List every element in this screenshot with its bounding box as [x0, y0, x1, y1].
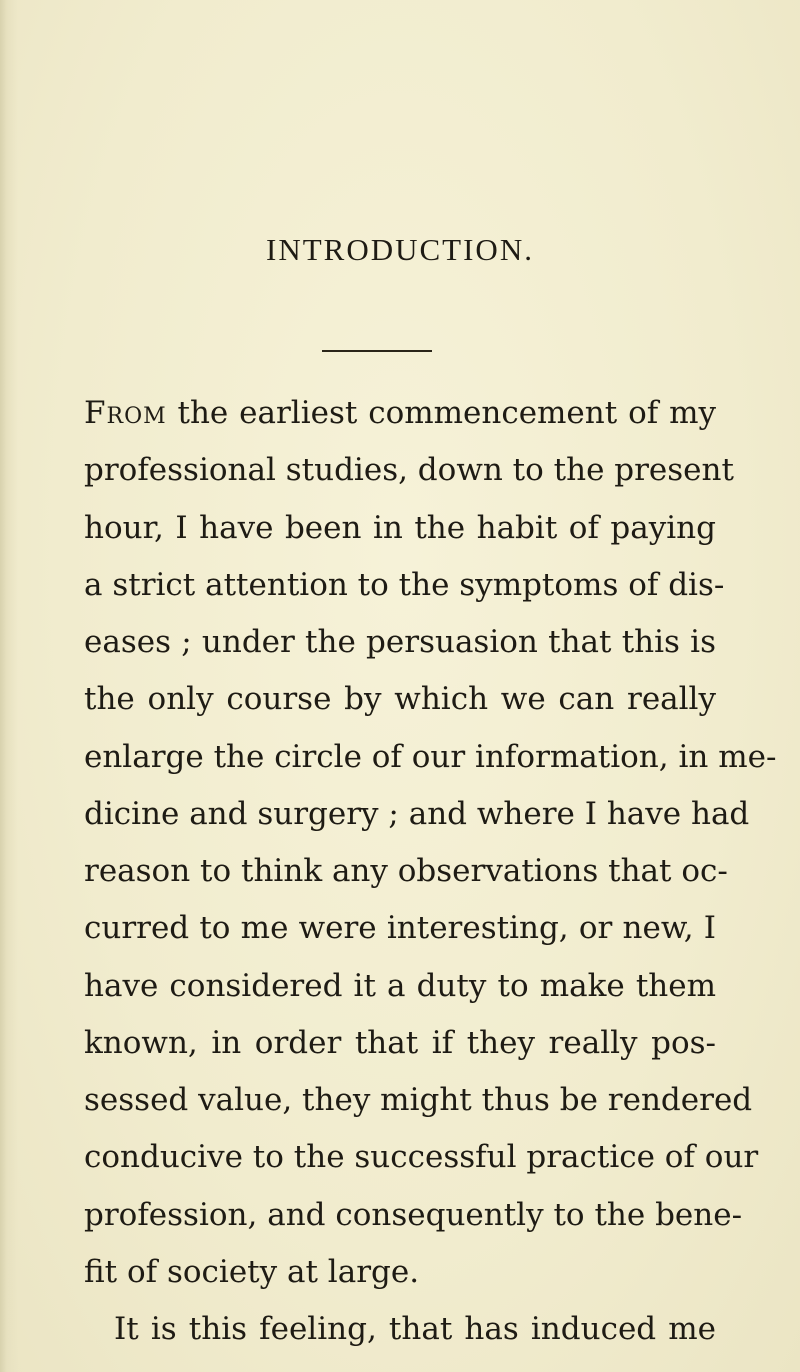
body-text [84, 385, 777, 1358]
lead-word: From [84, 395, 167, 431]
text-line: conducive to the successful practice of our [84, 1139, 759, 1176]
text-line: the only course by which we can really [84, 681, 716, 718]
text-line: sessed value, they might thus be rendered [84, 1082, 753, 1118]
text-line: From the earliest commencement of my [84, 395, 716, 431]
text-line: fit of society at large. [84, 1253, 420, 1290]
text-line: eases ; under the persuasion that this is [84, 624, 716, 660]
text-line: dicine and surgery ; and where I have had [84, 795, 750, 832]
text-line: known, in order that if they really pos- [84, 1024, 716, 1061]
text-line: enlarge the circle of our information, in me- [84, 738, 777, 775]
text-line: professional studies, down to the present [84, 452, 734, 489]
text-line: It is this feeling, that has induced me [114, 1311, 716, 1347]
chapter-title: INTRODUCTION. [266, 232, 534, 267]
text-line: a strict attention to the symptoms of dis- [84, 566, 725, 603]
text-line: reason to think any observations that oc- [84, 853, 728, 889]
text-line: profession, and consequently to the bene- [84, 1196, 743, 1233]
text-line: have considered it a duty to make them [84, 967, 716, 1004]
page-edge-shadow [0, 0, 18, 1372]
text-line: hour, I have been in the habit of paying [84, 509, 716, 546]
text-line: curred to me were interesting, or new, I [84, 910, 716, 947]
title-rule [322, 350, 432, 352]
